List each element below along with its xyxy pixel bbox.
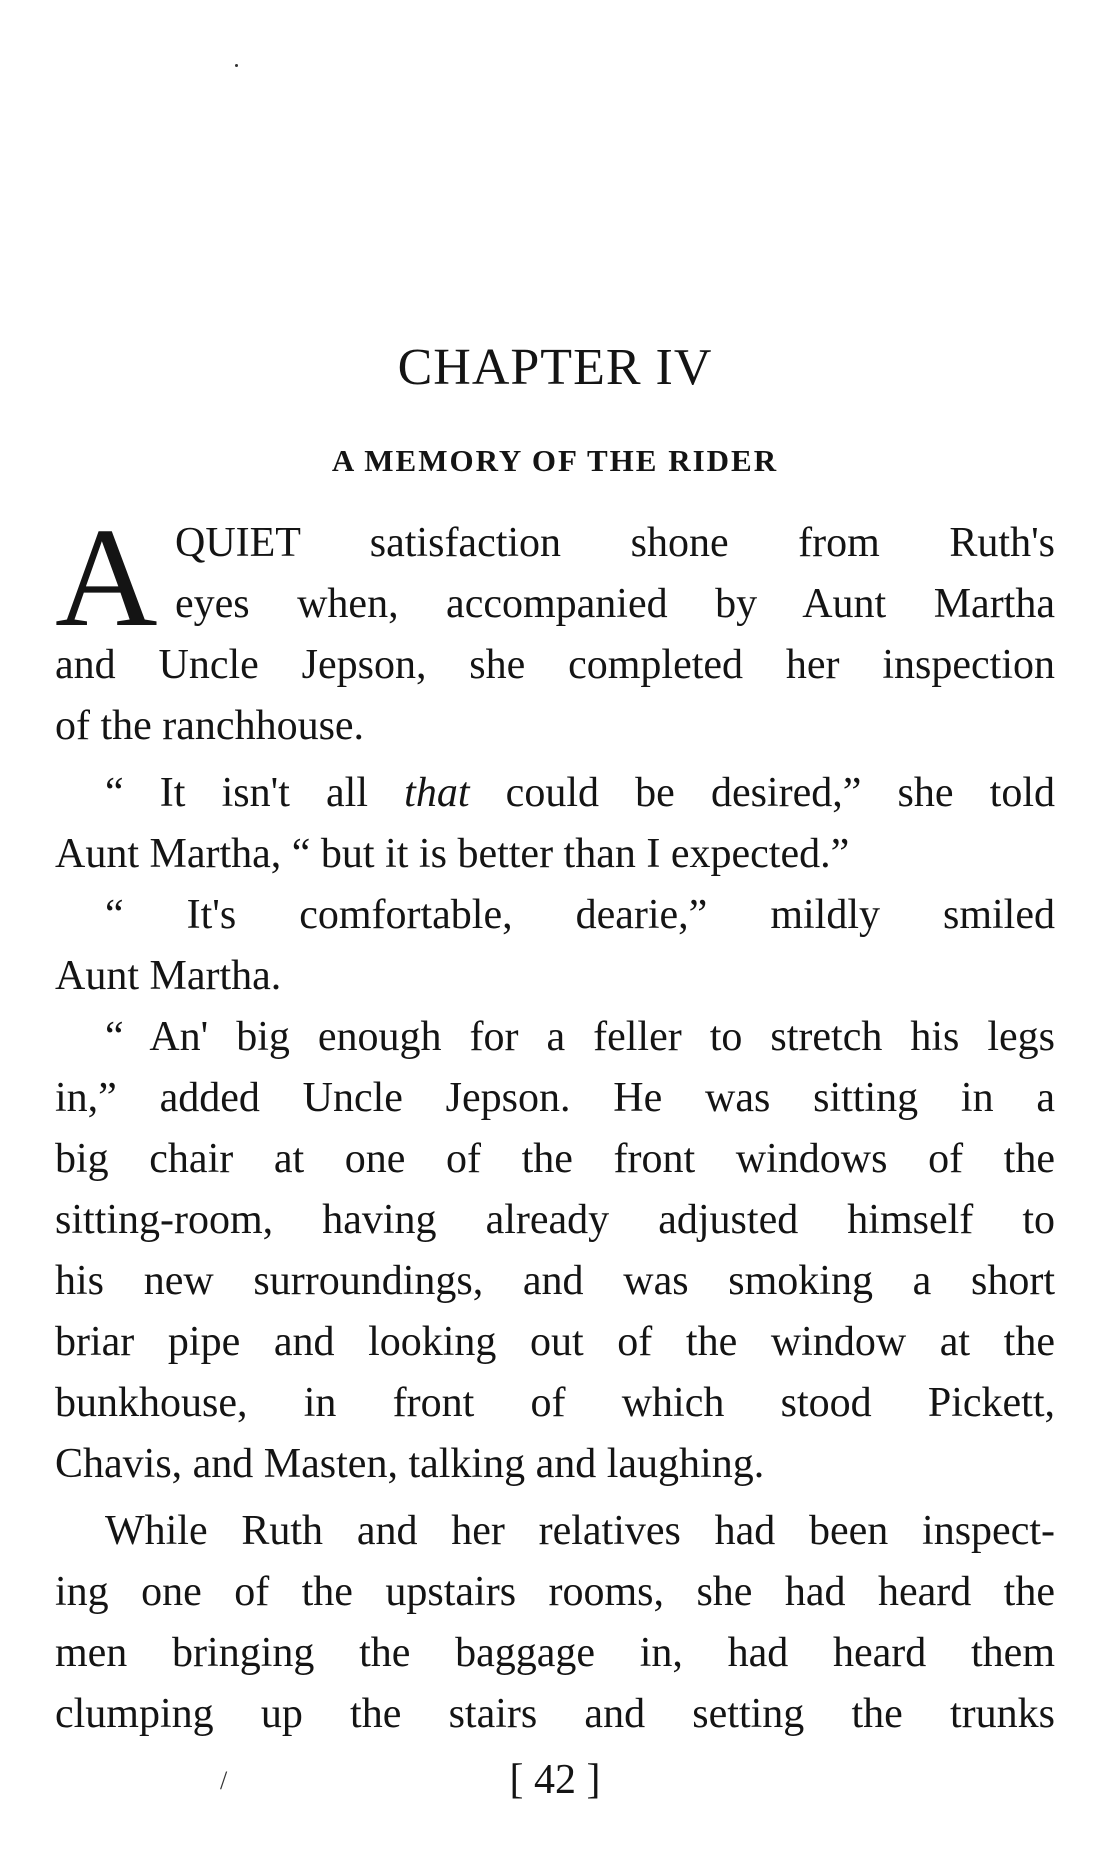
italic-word: that — [404, 770, 470, 816]
body-text — [55, 498, 1055, 1745]
text-line: of the ranchhouse. — [55, 703, 365, 749]
text-line: eyes when, accompanied by Aunt Martha — [175, 581, 1055, 627]
text-line: QUIET satisfaction shone from Ruth's — [175, 520, 1055, 566]
chapter-title: CHAPTER IV — [397, 339, 713, 396]
text-line: “ It's comfortable, dearie,” mildly smiled — [105, 892, 1055, 938]
text-line: sitting-room, having already adjusted himself to — [55, 1197, 1055, 1243]
text-line: bunkhouse, in front of which stood Pickett, — [55, 1380, 1055, 1426]
text-line: his new surroundings, and was smoking a short — [55, 1258, 1055, 1304]
page-number: [ 42 ] — [509, 1757, 601, 1803]
text-line: and Uncle Jepson, she completed her inspection — [55, 642, 1055, 688]
text-line: men bringing the baggage in, had heard them — [55, 1630, 1055, 1676]
text-line: Chavis, and Masten, talking and laughing. — [55, 1441, 765, 1487]
text-segment: could be desired,” she told — [469, 770, 1055, 816]
text-line: big chair at one of the front windows of the — [55, 1136, 1055, 1182]
stray-mark: / — [220, 1766, 228, 1795]
text-line: While Ruth and her relatives had been inspect- — [105, 1508, 1055, 1554]
text-line: Aunt Martha. — [55, 953, 282, 999]
text-line: clumping up the stairs and setting the trunks — [55, 1691, 1055, 1737]
text-line: in,” added Uncle Jepson. He was sitting in a — [55, 1075, 1055, 1121]
text-line: briar pipe and looking out of the window at the — [55, 1319, 1055, 1365]
chapter-subtitle: A MEMORY OF THE RIDER — [331, 443, 779, 478]
text-line — [55, 763, 1055, 824]
drop-cap: A — [55, 498, 158, 656]
text-segment: “ It isn't all — [105, 770, 405, 816]
text-line: Aunt Martha, “ but it is better than I expected.” — [55, 831, 850, 877]
ink-speck — [235, 64, 238, 67]
text-line: ing one of the upstairs rooms, she had heard the — [55, 1569, 1055, 1615]
book-page — [55, 0, 1055, 1859]
text-line: “ An' big enough for a feller to stretch his legs — [105, 1014, 1055, 1060]
